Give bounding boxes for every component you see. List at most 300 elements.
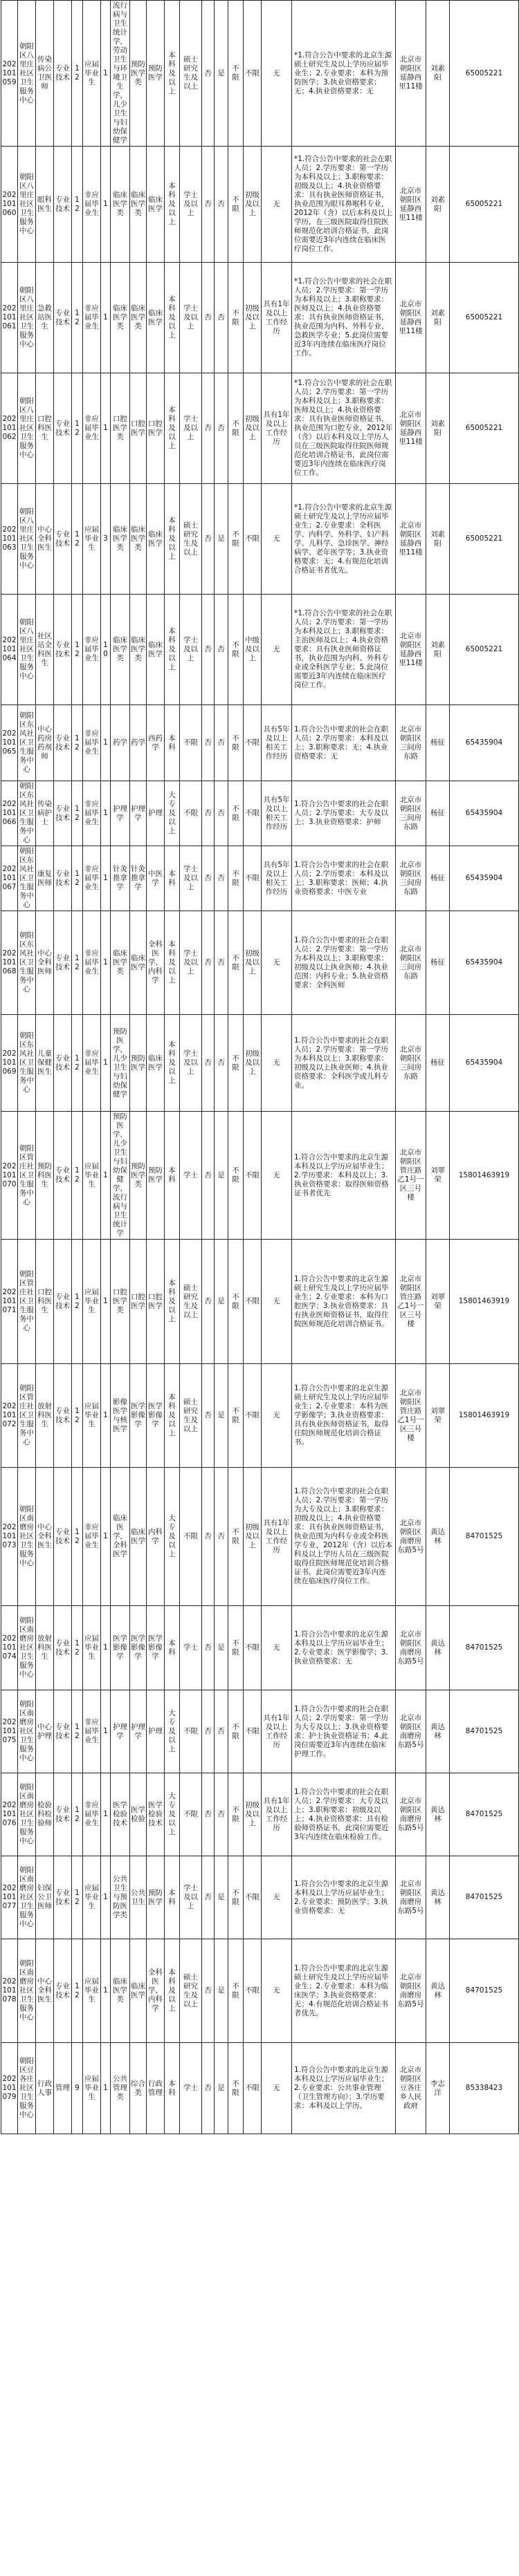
cell-post-level: 12 xyxy=(72,1,83,147)
cell-fund-flag: 是 xyxy=(215,484,228,595)
cell-other-requirements: 1.符合公告中要求的社会在职人员；2.学历要求：第一学历为本科及以上；3.职称要求：初级及以上执业医师；4.执业范围：内科专业；5.执业资格要求：全科医师 xyxy=(292,911,396,1015)
table-row xyxy=(1,373,519,484)
cell-post-level: 12 xyxy=(72,705,83,781)
cell-post-level: 12 xyxy=(72,1112,83,1240)
cell-post-level: 12 xyxy=(72,846,83,911)
cell-post-name: 康复医师 xyxy=(36,846,54,911)
cell-post-type: 专业技术 xyxy=(54,1773,72,1856)
cell-contact-person: 刘素阳 xyxy=(426,147,450,263)
cell-exam-flag: 否 xyxy=(202,781,215,846)
cell-recruit-count: 1 xyxy=(101,846,111,911)
table-row xyxy=(1,781,519,846)
cell-fund-flag: 否 xyxy=(215,1773,228,1856)
cell-applicant-type: 应届毕业生 xyxy=(83,1240,101,1364)
cell-employer-unit: 朝阳区东风社区卫生服务中心 xyxy=(18,846,36,911)
cell-address: 北京市朝阳区南磨房东路5号 xyxy=(396,1468,426,1606)
cell-major-category: 临床医学类 xyxy=(111,484,130,595)
cell-post-code: 202101072 xyxy=(1,1364,18,1468)
cell-contact-phone: 65435904 xyxy=(450,1015,519,1112)
cell-address: 北京市朝阳区延静西里11楼 xyxy=(396,147,426,263)
cell-employer-unit: 朝阳区八里庄社区卫生服务中心 xyxy=(18,1,36,147)
cell-fund-flag: 是 xyxy=(215,1939,228,2043)
cell-exam-flag: 否 xyxy=(202,1240,215,1364)
cell-address: 北京市朝阳区延静西里11楼 xyxy=(396,263,426,373)
cell-post-code: 202101062 xyxy=(1,373,18,484)
cell-contact-person: 李志洋 xyxy=(426,2043,450,2134)
cell-other-requirements: 1.符合公告中要求的社会在职人员；2.学历要求：大专及以上；3.职称要求：初级及以上；4.执业资格要求：具有检验师资格证书，此岗位需要近3年内连续在临床检验工作。 xyxy=(292,1773,396,1856)
cell-contact-person: 刘翠荣 xyxy=(426,1364,450,1468)
cell-post-code: 202101067 xyxy=(1,846,18,911)
cell-title-requirement: 不限 xyxy=(244,2043,262,2134)
cell-specialty: 医学影像学 xyxy=(147,1606,165,1690)
cell-other-requirements: *1.符合公告中要求的社会在职人员；2.学历要求：第一学历为本科及以上；3.职称要求：主治医师及以上；4.执业资格要求：具有执业医师资格证书，执业范围为内科、外科专业或全科医学专业；5.此岗位需要近3年内连续在临床医疗岗位工作。 xyxy=(292,595,396,705)
cell-contact-phone: 65435904 xyxy=(450,911,519,1015)
cell-recruit-count: 1 xyxy=(101,2043,111,2134)
cell-title-requirement: 不限 xyxy=(244,1856,262,1939)
cell-recruit-count: 1 xyxy=(101,1606,111,1690)
cell-post-name: 急救站医生 xyxy=(36,263,54,373)
cell-address: 北京市朝阳区南磨房东路5号 xyxy=(396,1606,426,1690)
cell-address: 北京市朝阳区管庄路乙1号一区三号楼 xyxy=(396,1364,426,1468)
table-row xyxy=(1,705,519,781)
cell-address: 北京市朝阳区南磨房东路5号 xyxy=(396,1773,426,1856)
cell-degree: 学士及以上 xyxy=(180,263,202,373)
cell-employer-unit: 朝阳区管庄社区卫生服务中心 xyxy=(18,1364,36,1468)
cell-specialty: 预防医学 xyxy=(147,1,165,147)
cell-contact-person: 杨征 xyxy=(426,911,450,1015)
cell-recruit-count: 1 xyxy=(101,911,111,1015)
cell-address: 北京市朝阳区延静西里11楼 xyxy=(396,373,426,484)
cell-specialty: 口腔医学 xyxy=(147,1240,165,1364)
cell-contact-phone: 15801463919 xyxy=(450,1240,519,1364)
cell-discipline: 综合类 xyxy=(130,2043,147,2134)
cell-applicant-type: 应届毕业生 xyxy=(83,1112,101,1240)
cell-contact-phone: 84701525 xyxy=(450,1468,519,1606)
cell-specialty: 口腔医学 xyxy=(147,373,165,484)
cell-education: 本科及以上 xyxy=(165,1364,180,1468)
cell-employer-unit: 朝阳区南磨房社区卫生服务中心 xyxy=(18,1690,36,1773)
cell-post-type: 专业技术 xyxy=(54,263,72,373)
cell-education: 本科及以上 xyxy=(165,911,180,1015)
cell-employer-unit: 朝阳区东风社区卫生服务中心 xyxy=(18,1015,36,1112)
cell-contact-phone: 85338423 xyxy=(450,2043,519,2134)
cell-discipline: 临床医学类 xyxy=(130,147,147,263)
cell-employer-unit: 朝阳区管庄社区卫生服务中心 xyxy=(18,1240,36,1364)
cell-discipline: 临床医学类 xyxy=(130,595,147,705)
cell-post-level: 12 xyxy=(72,1468,83,1606)
cell-major-category: 临床医学类 xyxy=(111,1939,130,2043)
cell-exam-flag: 否 xyxy=(202,705,215,781)
cell-post-code: 202101079 xyxy=(1,2043,18,2134)
cell-other-requirements: 1.符合公告中要求的社会在职人员；2.学历要求：大专及以上；3.执业资格要求：护师 xyxy=(292,781,396,846)
cell-post-type: 专业技术 xyxy=(54,1939,72,2043)
cell-post-level: 12 xyxy=(72,781,83,846)
cell-other-requirements: 1.符合公告中要求的北京生源本科及以上学历应届毕业生；2.专业要求：预防医学；3.执业资格要求：无 xyxy=(292,1856,396,1939)
cell-post-code: 202101065 xyxy=(1,705,18,781)
cell-post-type: 专业技术 xyxy=(54,1606,72,1690)
cell-specialty: 全科医学，内科学 xyxy=(147,911,165,1015)
cell-major-category: 针灸推拿学 xyxy=(111,846,130,911)
cell-hukou-requirement: 不限 xyxy=(228,1240,244,1364)
cell-applicant-type: 非应届毕业生 xyxy=(83,1468,101,1606)
cell-employer-unit: 朝阳区管庄社区卫生服务中心 xyxy=(18,1112,36,1240)
cell-experience: 无 xyxy=(262,2043,292,2134)
cell-address: 北京市朝阳区三间房东路 xyxy=(396,705,426,781)
cell-contact-phone: 65435904 xyxy=(450,846,519,911)
cell-post-code: 202101069 xyxy=(1,1015,18,1112)
cell-exam-flag: 否 xyxy=(202,911,215,1015)
cell-post-name: 社区站全科医生 xyxy=(36,595,54,705)
cell-employer-unit: 朝阳区东风社区卫生服务中心 xyxy=(18,911,36,1015)
cell-contact-person: 刘素阳 xyxy=(426,263,450,373)
cell-fund-flag: 否 xyxy=(215,911,228,1015)
cell-specialty: 护理 xyxy=(147,781,165,846)
cell-contact-phone: 15801463919 xyxy=(450,1364,519,1468)
cell-post-name: 儿童保健医生 xyxy=(36,1015,54,1112)
cell-post-level: 12 xyxy=(72,373,83,484)
cell-major-category: 口腔医学类 xyxy=(111,373,130,484)
cell-post-level: 12 xyxy=(72,1939,83,2043)
cell-other-requirements: *1.符合公告中要求的北京生源硕士研究生及以上学历应届毕业生；2.专业要求：本科为预防医学；3.执业资格要求：无；4.执业资格要求：无 xyxy=(292,1,396,147)
cell-address: 北京市朝阳区三间房东路 xyxy=(396,781,426,846)
cell-specialty: 预防医学 xyxy=(147,1856,165,1939)
cell-other-requirements: 1.符合公告中要求的北京生源本科及以上学历应届毕业生；2.学历要求：本科及以上；3.执业资格要求：取得医师资格证书者优先 xyxy=(292,1112,396,1240)
cell-major-category: 医学影像学 xyxy=(111,1606,130,1690)
cell-specialty: 医学影像学 xyxy=(147,1364,165,1468)
cell-post-code: 202101063 xyxy=(1,484,18,595)
cell-experience: 具有1年及以上工作经历 xyxy=(262,263,292,373)
cell-post-level: 12 xyxy=(72,1364,83,1468)
cell-other-requirements: *1.符合公告中要求的社会在职人员；2.学历要求：第一学历为本科及以上；3.职称要求：医师及以上；4.执业资格要求：具有执业医师资格证书，执业范围为内科、外科专业、急救医学专业；5.此岗位需要近3年内连续在临床医疗岗位工作。 xyxy=(292,263,396,373)
cell-contact-person: 刘素阳 xyxy=(426,373,450,484)
table-row xyxy=(1,1468,519,1606)
cell-degree: 学士及以上 xyxy=(180,595,202,705)
cell-major-category: 预防医学，儿少卫生与妇幼保健学，流行病与卫生统计学 xyxy=(111,1112,130,1240)
cell-education: 本科及以上 xyxy=(165,1,180,147)
cell-title-requirement: 不限 xyxy=(244,705,262,781)
cell-title-requirement: 不限 xyxy=(244,484,262,595)
cell-post-name: 妇保公卫医师 xyxy=(36,1856,54,1939)
table-row xyxy=(1,1690,519,1773)
cell-address: 北京市朝阳区延静西里11楼 xyxy=(396,1,426,147)
cell-applicant-type: 非应届毕业生 xyxy=(83,1015,101,1112)
cell-fund-flag: 否 xyxy=(215,147,228,263)
cell-degree: 学士及以上 xyxy=(180,846,202,911)
cell-post-code: 202101060 xyxy=(1,147,18,263)
cell-fund-flag: 否 xyxy=(215,1468,228,1606)
cell-degree: 学士及以上 xyxy=(180,373,202,484)
cell-recruit-count: 1 xyxy=(101,1015,111,1112)
cell-post-name: 中心全科医生 xyxy=(36,1468,54,1606)
cell-degree: 硕士研究生及以上 xyxy=(180,1240,202,1364)
cell-contact-phone: 84701525 xyxy=(450,1690,519,1773)
cell-fund-flag: 是 xyxy=(215,1,228,147)
cell-degree: 学士 xyxy=(180,1606,202,1690)
cell-hukou-requirement: 不限 xyxy=(228,1364,244,1468)
cell-post-level: 12 xyxy=(72,1773,83,1856)
cell-title-requirement: 初级及以上 xyxy=(244,1468,262,1606)
cell-fund-flag: 否 xyxy=(215,595,228,705)
table-row xyxy=(1,846,519,911)
cell-degree: 学士及以上 xyxy=(180,147,202,263)
cell-post-level: 12 xyxy=(72,1690,83,1773)
cell-experience: 无 xyxy=(262,1939,292,2043)
cell-exam-flag: 否 xyxy=(202,846,215,911)
cell-recruit-count: 1 xyxy=(101,1240,111,1364)
cell-hukou-requirement: 不限 xyxy=(228,781,244,846)
cell-degree: 不限 xyxy=(180,1690,202,1773)
cell-employer-unit: 朝阳区八里庄社区卫生服务中心 xyxy=(18,595,36,705)
table-row xyxy=(1,1112,519,1240)
cell-employer-unit: 朝阳区八里庄社区卫生服务中心 xyxy=(18,484,36,595)
cell-exam-flag: 否 xyxy=(202,1939,215,2043)
cell-major-category: 护理学 xyxy=(111,781,130,846)
cell-post-type: 专业技术 xyxy=(54,373,72,484)
cell-specialty: 行政管理 xyxy=(147,2043,165,2134)
table-row xyxy=(1,1364,519,1468)
cell-contact-person: 黄达林 xyxy=(426,1773,450,1856)
cell-applicant-type: 应届毕业生 xyxy=(83,1856,101,1939)
cell-experience: 具有1年及以上工作经历 xyxy=(262,1773,292,1856)
cell-hukou-requirement: 不限 xyxy=(228,1606,244,1690)
cell-applicant-type: 非应届毕业生 xyxy=(83,846,101,911)
cell-hukou-requirement: 不限 xyxy=(228,1856,244,1939)
cell-degree: 不限 xyxy=(180,781,202,846)
cell-major-category: 护理学 xyxy=(111,1690,130,1773)
cell-recruit-count: 1 xyxy=(101,781,111,846)
cell-applicant-type: 应届毕业生 xyxy=(83,484,101,595)
table-row xyxy=(1,1606,519,1690)
cell-contact-phone: 15801463919 xyxy=(450,1112,519,1240)
cell-post-type: 专业技术 xyxy=(54,911,72,1015)
cell-employer-unit: 朝阳区南磨房社区卫生服务中心 xyxy=(18,1939,36,2043)
cell-applicant-type: 非应届毕业生 xyxy=(83,1690,101,1773)
cell-degree: 学士及以上 xyxy=(180,911,202,1015)
cell-degree: 学士及以上 xyxy=(180,1015,202,1112)
cell-exam-flag: 否 xyxy=(202,595,215,705)
cell-fund-flag: 否 xyxy=(215,263,228,373)
cell-post-type: 专业技术 xyxy=(54,781,72,846)
cell-other-requirements: 1.符合公告中要求的社会在职人员；2.学历要求：第一学历为本科及以上；3.职称要求：初级及以上执业医师；4.执业资格要求：全科医学或儿科专业。 xyxy=(292,1015,396,1112)
cell-fund-flag: 是 xyxy=(215,1606,228,1690)
cell-degree: 硕士研究生及以上 xyxy=(180,1,202,147)
cell-specialty: 医学检验技术 xyxy=(147,1773,165,1856)
cell-address: 北京市朝阳区三间房东路 xyxy=(396,911,426,1015)
cell-employer-unit: 朝阳区东风社区卫生服务中心 xyxy=(18,705,36,781)
cell-title-requirement: 初级及以上 xyxy=(244,373,262,484)
cell-exam-flag: 否 xyxy=(202,484,215,595)
cell-post-type: 专业技术 xyxy=(54,1690,72,1773)
cell-degree: 不限 xyxy=(180,1468,202,1606)
cell-discipline: 护理学 xyxy=(130,781,147,846)
table-row xyxy=(1,1015,519,1112)
cell-major-category: 影像医学与核医学 xyxy=(111,1364,130,1468)
cell-education: 本科及以上 xyxy=(165,147,180,263)
table-row xyxy=(1,2043,519,2134)
cell-discipline: 预防医学类 xyxy=(130,1,147,147)
cell-discipline: 药学 xyxy=(130,705,147,781)
cell-experience: 无 xyxy=(262,484,292,595)
cell-post-code: 202101078 xyxy=(1,1939,18,2043)
cell-title-requirement: 不限 xyxy=(244,846,262,911)
cell-major-category: 医学检验技术 xyxy=(111,1773,130,1856)
cell-major-category: 临床医学类 xyxy=(111,911,130,1015)
cell-specialty: 临床医学 xyxy=(147,484,165,595)
cell-post-type: 专业技术 xyxy=(54,484,72,595)
cell-degree: 硕士研究生及以上 xyxy=(180,1939,202,2043)
cell-contact-person: 杨征 xyxy=(426,846,450,911)
cell-exam-flag: 否 xyxy=(202,147,215,263)
cell-other-requirements: 1.符合公告中要求的社会在职人员；2.学历要求：第一学历为大专及以上；3.职称要求：初级及以上；4.执业资格要求：具有执业医师资格证书，执业范围为内科专业或全科医学专业，2012年（含）以后本科及以上学历人员在三级医院取得住院医师规范化培训合格证书，此岗位需要近3年内连续在临床医疗岗位工作。 xyxy=(292,1468,396,1606)
cell-applicant-type: 非应届毕业生 xyxy=(83,705,101,781)
cell-other-requirements: 1.符合公告中要求的社会在职人员；2.学历要求：本科及以上；3.职称要求：医师；4.执业资格要求：中医专业 xyxy=(292,846,396,911)
cell-address: 北京市朝阳区南磨房东路5号 xyxy=(396,1939,426,2043)
cell-education: 本科 xyxy=(165,1606,180,1690)
cell-hukou-requirement: 不限 xyxy=(228,705,244,781)
cell-applicant-type: 非应届毕业生 xyxy=(83,781,101,846)
cell-post-code: 202101073 xyxy=(1,1468,18,1606)
cell-recruit-count: 3 xyxy=(101,484,111,595)
cell-contact-phone: 84701525 xyxy=(450,1773,519,1856)
cell-discipline: 口腔医学 xyxy=(130,1240,147,1364)
cell-post-level: 12 xyxy=(72,1856,83,1939)
cell-address: 北京市朝阳区豆各庄乡人民政府 xyxy=(396,2043,426,2134)
cell-post-type: 专业技术 xyxy=(54,1240,72,1364)
cell-discipline: 临床医学 xyxy=(130,1939,147,2043)
cell-experience: 无 xyxy=(262,911,292,1015)
cell-hukou-requirement: 不限 xyxy=(228,1690,244,1773)
cell-post-type: 专业技术 xyxy=(54,1015,72,1112)
cell-education: 本科 xyxy=(165,846,180,911)
cell-discipline: 针灸推拿学 xyxy=(130,846,147,911)
cell-contact-phone: 65005221 xyxy=(450,484,519,595)
cell-contact-person: 刘素阳 xyxy=(426,595,450,705)
cell-experience: 具有1年及以上工作经历 xyxy=(262,1468,292,1606)
cell-address: 北京市朝阳区南磨房东路5号 xyxy=(396,1690,426,1773)
cell-address: 北京市朝阳区三间房东路 xyxy=(396,1015,426,1112)
cell-major-category: 临床医学类 xyxy=(111,147,130,263)
cell-applicant-type: 应届毕业生 xyxy=(83,1364,101,1468)
cell-exam-flag: 否 xyxy=(202,1856,215,1939)
cell-contact-person: 刘素阳 xyxy=(426,484,450,595)
cell-post-code: 202101064 xyxy=(1,595,18,705)
cell-recruit-count: 1 xyxy=(101,1468,111,1606)
cell-post-level: 12 xyxy=(72,595,83,705)
cell-major-category: 临床医学，全科医学 xyxy=(111,1468,130,1606)
cell-post-level: 12 xyxy=(72,1015,83,1112)
cell-major-category: 公共管理类 xyxy=(111,2043,130,2134)
cell-post-level: 12 xyxy=(72,911,83,1015)
cell-post-type: 专业技术 xyxy=(54,1364,72,1468)
cell-hukou-requirement: 不限 xyxy=(228,1939,244,2043)
cell-hukou-requirement: 不限 xyxy=(228,846,244,911)
cell-discipline: 医学影像学 xyxy=(130,1364,147,1468)
cell-fund-flag: 是 xyxy=(215,2043,228,2134)
cell-applicant-type: 应届毕业生 xyxy=(83,2043,101,2134)
cell-post-name: 口腔科医生 xyxy=(36,1240,54,1364)
cell-degree: 不限 xyxy=(180,705,202,781)
cell-exam-flag: 否 xyxy=(202,1606,215,1690)
cell-discipline: 预防医学 xyxy=(130,1015,147,1112)
cell-contact-person: 黄达林 xyxy=(426,1468,450,1606)
cell-contact-phone: 65005221 xyxy=(450,1,519,147)
cell-recruit-count: 1 xyxy=(101,705,111,781)
cell-major-category: 临床医学类 xyxy=(111,263,130,373)
cell-specialty: 临床医学 xyxy=(147,1015,165,1112)
cell-applicant-type: 非应届毕业生 xyxy=(83,911,101,1015)
cell-post-code: 202101076 xyxy=(1,1773,18,1856)
cell-contact-person: 黄达林 xyxy=(426,1606,450,1690)
table-row xyxy=(1,1939,519,2043)
cell-experience: 具有5年及以上相关工作经历 xyxy=(262,705,292,781)
cell-applicant-type: 应届毕业生 xyxy=(83,1606,101,1690)
cell-post-name: 传染病公卫医师 xyxy=(36,1,54,147)
cell-exam-flag: 否 xyxy=(202,1773,215,1856)
cell-experience: 具有1年及以上工作经历 xyxy=(262,373,292,484)
table-row xyxy=(1,1773,519,1856)
cell-discipline: 医学检验 xyxy=(130,1773,147,1856)
cell-fund-flag: 否 xyxy=(215,846,228,911)
cell-post-type: 管理 xyxy=(54,2043,72,2134)
cell-other-requirements: 1.符合公告中要求的北京生源硕士研究生及以上学历应届毕业生；2.专业要求：本科为临床医学；3.执业资格要求：无；4.有规范化培训合格证书者优先。 xyxy=(292,1939,396,2043)
cell-education: 大专及以上 xyxy=(165,1468,180,1606)
cell-contact-person: 刘翠荣 xyxy=(426,1240,450,1364)
cell-exam-flag: 否 xyxy=(202,1690,215,1773)
cell-contact-person: 黄达林 xyxy=(426,1939,450,2043)
cell-post-code: 202101068 xyxy=(1,911,18,1015)
cell-employer-unit: 朝阳区南磨房社区卫生服务中心 xyxy=(18,1606,36,1690)
cell-discipline: 临床医学 xyxy=(130,1468,147,1606)
cell-degree: 学士 xyxy=(180,2043,202,2134)
table-row xyxy=(1,147,519,263)
cell-recruit-count: 1 xyxy=(101,373,111,484)
cell-major-category: 药学 xyxy=(111,705,130,781)
cell-title-requirement: 不限 xyxy=(244,1606,262,1690)
cell-contact-person: 杨征 xyxy=(426,781,450,846)
cell-specialty: 护理 xyxy=(147,1690,165,1773)
cell-contact-phone: 84701525 xyxy=(450,1606,519,1690)
cell-post-type: 专业技术 xyxy=(54,1,72,147)
cell-address: 北京市朝阳区三间房东路 xyxy=(396,846,426,911)
cell-other-requirements: *1.符合公告中要求的北京生源硕士研究生及以上学历应届毕业生；2.专业要求：全科医学、内科学、外科学、妇产科学、儿科学、急诊医学、神经病学、老年医学等；3.执业资格要求：无；4.有规范化培训合格证书者优先。 xyxy=(292,484,396,595)
cell-post-name: 检验科检验师 xyxy=(36,1773,54,1856)
cell-title-requirement: 初级及以上 xyxy=(244,263,262,373)
cell-experience: 具有1年及以上工作经历 xyxy=(262,1690,292,1773)
cell-title-requirement: 不限 xyxy=(244,781,262,846)
cell-post-level: 12 xyxy=(72,263,83,373)
cell-discipline: 临床医学类 xyxy=(130,263,147,373)
cell-post-name: 眼科医生 xyxy=(36,147,54,263)
cell-recruit-count: 1 xyxy=(101,147,111,263)
cell-address: 北京市朝阳区延静西里11楼 xyxy=(396,484,426,595)
cell-recruit-count: 10 xyxy=(101,595,111,705)
cell-post-name: 放射科医生 xyxy=(36,1606,54,1690)
cell-experience: 无 xyxy=(262,1112,292,1240)
cell-post-type: 专业技术 xyxy=(54,705,72,781)
cell-contact-phone: 65435904 xyxy=(450,781,519,846)
cell-hukou-requirement: 不限 xyxy=(228,2043,244,2134)
cell-title-requirement: 初级及以上 xyxy=(244,1015,262,1112)
table-row xyxy=(1,1240,519,1364)
cell-specialty: 中医学 xyxy=(147,846,165,911)
cell-other-requirements: 1.符合公告中要求的社会在职人员；2.学历要求：本科及以上；3.职称要求：无；4.执业资格要求：无 xyxy=(292,705,396,781)
cell-exam-flag: 否 xyxy=(202,263,215,373)
cell-title-requirement: 不限 xyxy=(244,1690,262,1773)
cell-experience: 无 xyxy=(262,1240,292,1364)
cell-education: 大专及以上 xyxy=(165,1773,180,1856)
cell-discipline: 公共卫生 xyxy=(130,1856,147,1939)
cell-post-code: 202101077 xyxy=(1,1856,18,1939)
